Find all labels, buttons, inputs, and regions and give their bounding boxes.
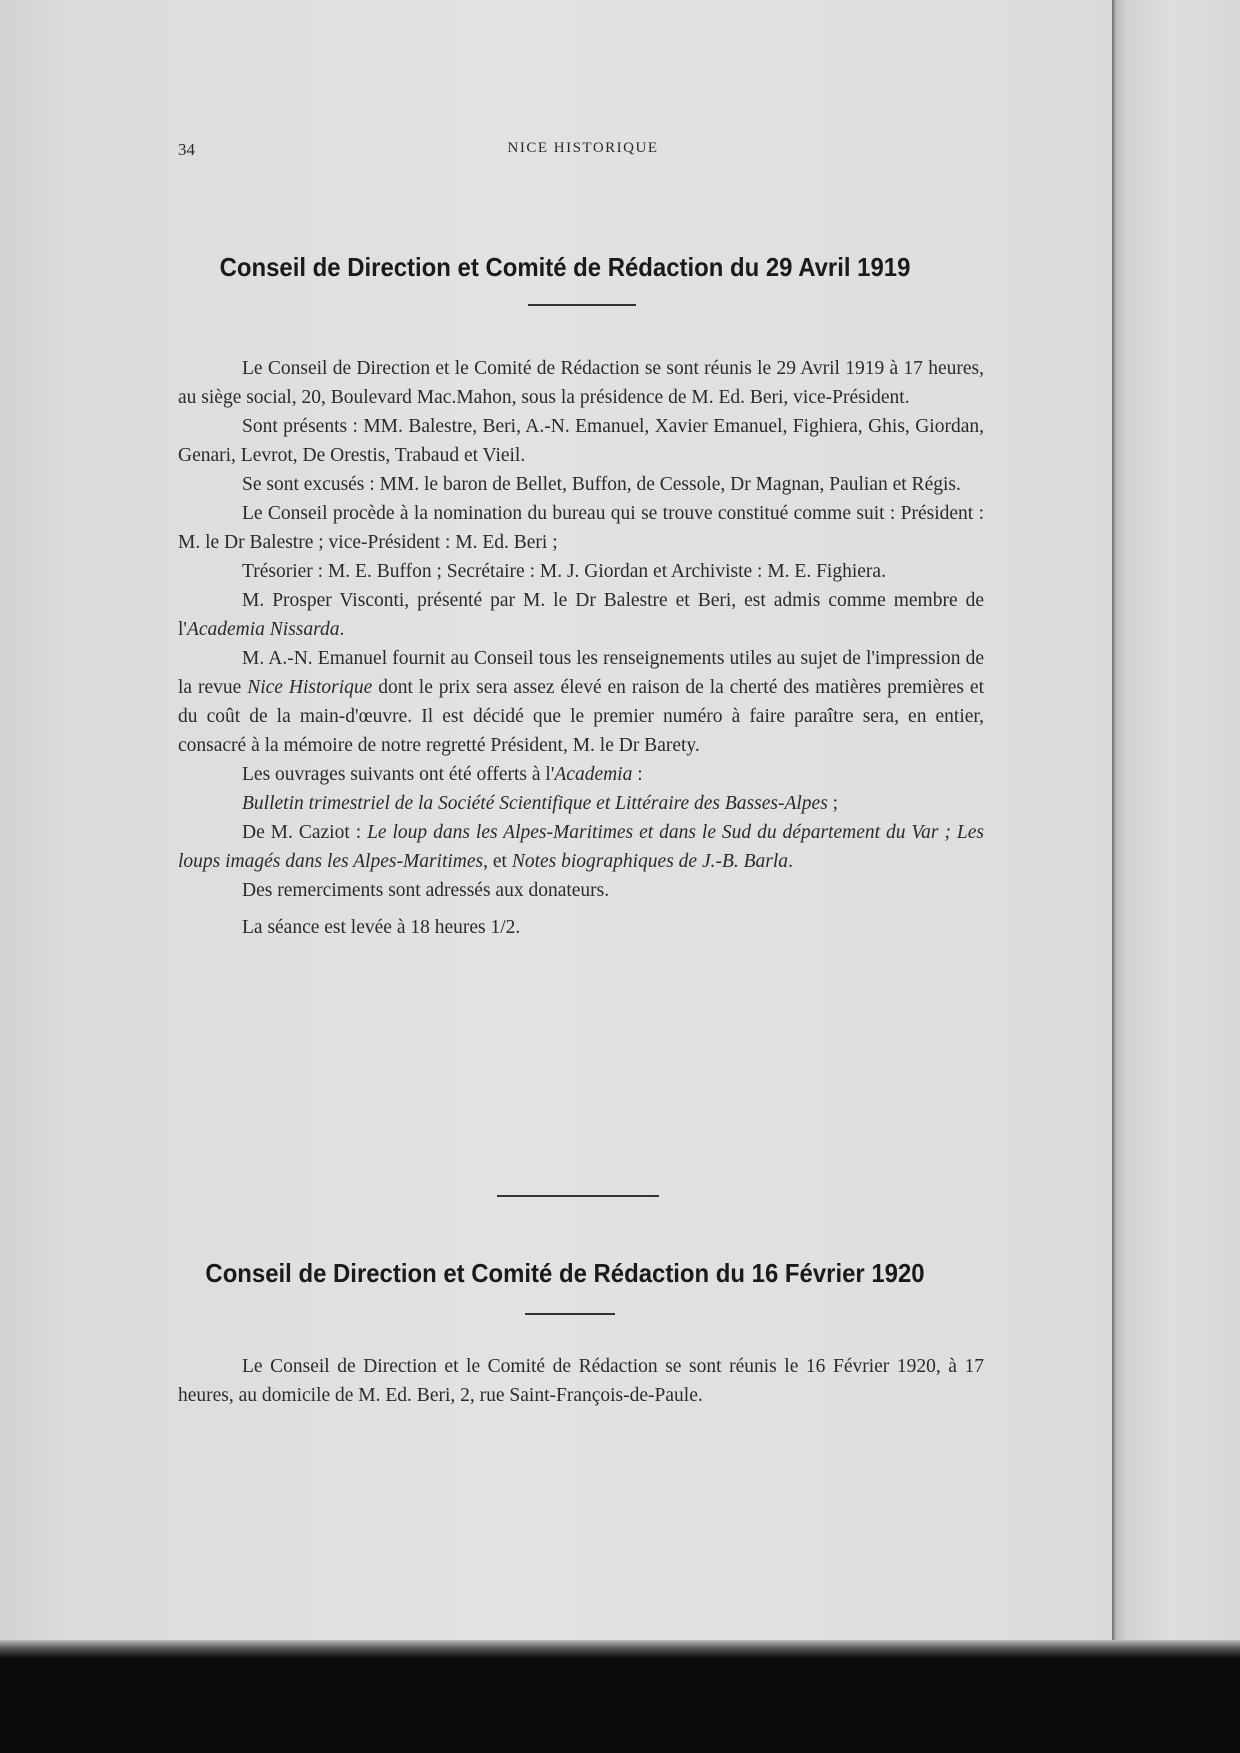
paragraph-excused: Se sont excusés : MM. le baron de Bellet, Buffon, de Cessole, Dr Magnan, Paulian et Régis. <box>242 474 961 495</box>
paragraph-opening: Le Conseil de Direction et le Comité de Rédaction se sont réunis le 29 Avril 1919 à 17 heures, au siège social, 20, Boulevard Mac.Mahon, sous la présidence de M. Ed. Beri, vice-Président. <box>178 358 984 408</box>
paragraph-treasurer: Trésorier : M. E. Buffon ; Secrétaire : M. J. Giordan et Archiviste : M. E. Fighiera. <box>242 561 886 582</box>
section-heading-1920: Conseil de Direction et Comité de Rédaction du 16 Février 1920 <box>205 1258 925 1288</box>
paragraph-present: Sont présents : MM. Balestre, Beri, A.-N. Emanuel, Xavier Emanuel, Fighiera, Ghis, Giordan, Genari, Levrot, De Orestis, Trabaud et Vieil. <box>178 416 984 466</box>
page-number: 34 <box>178 140 195 159</box>
paragraph-closing: La séance est levée à 18 heures 1/2. <box>242 917 521 938</box>
paragraph-caziot: De M. Caziot : Le loup dans les Alpes-Maritimes et dans le Sud du département du Var ; Les loups imagés dans les Alpes-Maritimes, et Notes biographiques de J.-B. Barla. <box>178 822 984 872</box>
section-body-1919 <box>178 354 984 942</box>
section-body-1920 <box>178 1352 984 1410</box>
section-heading-1919: Conseil de Direction et Comité de Rédaction du 29 Avril 1919 <box>219 252 911 282</box>
paragraph-bulletin: Bulletin trimestriel de la Société Scientifique et Littéraire des Basses-Alpes ; <box>242 793 839 814</box>
heading-rule-1920 <box>525 1313 615 1315</box>
paragraph-opening-1920: Le Conseil de Direction et le Comité de Rédaction se sont réunis le 16 Février 1920, à 17 heures, au domicile de M. Ed. Beri, 2, rue Saint-François-de-Paule. <box>178 1356 984 1406</box>
section-divider-rule <box>497 1195 659 1197</box>
next-page-edge <box>1112 0 1240 1650</box>
paragraph-thanks: Des remerciments sont adressés aux donateurs. <box>242 880 610 901</box>
paragraph-works-offered: Les ouvrages suivants ont été offerts à l'Academia : <box>242 764 643 785</box>
running-head <box>178 140 988 164</box>
heading-rule-1919 <box>528 304 636 306</box>
paragraph-bureau: Le Conseil procède à la nomination du bureau qui se trouve constitué comme suit : Président : M. le Dr Balestre ; vice-Président : M. Ed. Beri ; <box>178 503 984 553</box>
paragraph-emanuel: M. A.-N. Emanuel fournit au Conseil tous les renseignements utiles au sujet de l'impression de la revue Nice Historique dont le prix sera assez élevé en raison de la cherté des matières premières et du coût de la main-d'œuvre. Il est décidé que le premier numéro à faire paraître sera, en entier, consacré à la mémoire de notre regretté Président, M. le Dr Barety. <box>178 648 984 756</box>
journal-title: NICE HISTORIQUE <box>507 140 659 156</box>
paragraph-visconti: M. Prosper Visconti, présenté par M. le Dr Balestre et Beri, est admis comme membre de l'Academia Nissarda. <box>178 590 984 640</box>
page-bottom-shadow <box>0 1640 1240 1658</box>
